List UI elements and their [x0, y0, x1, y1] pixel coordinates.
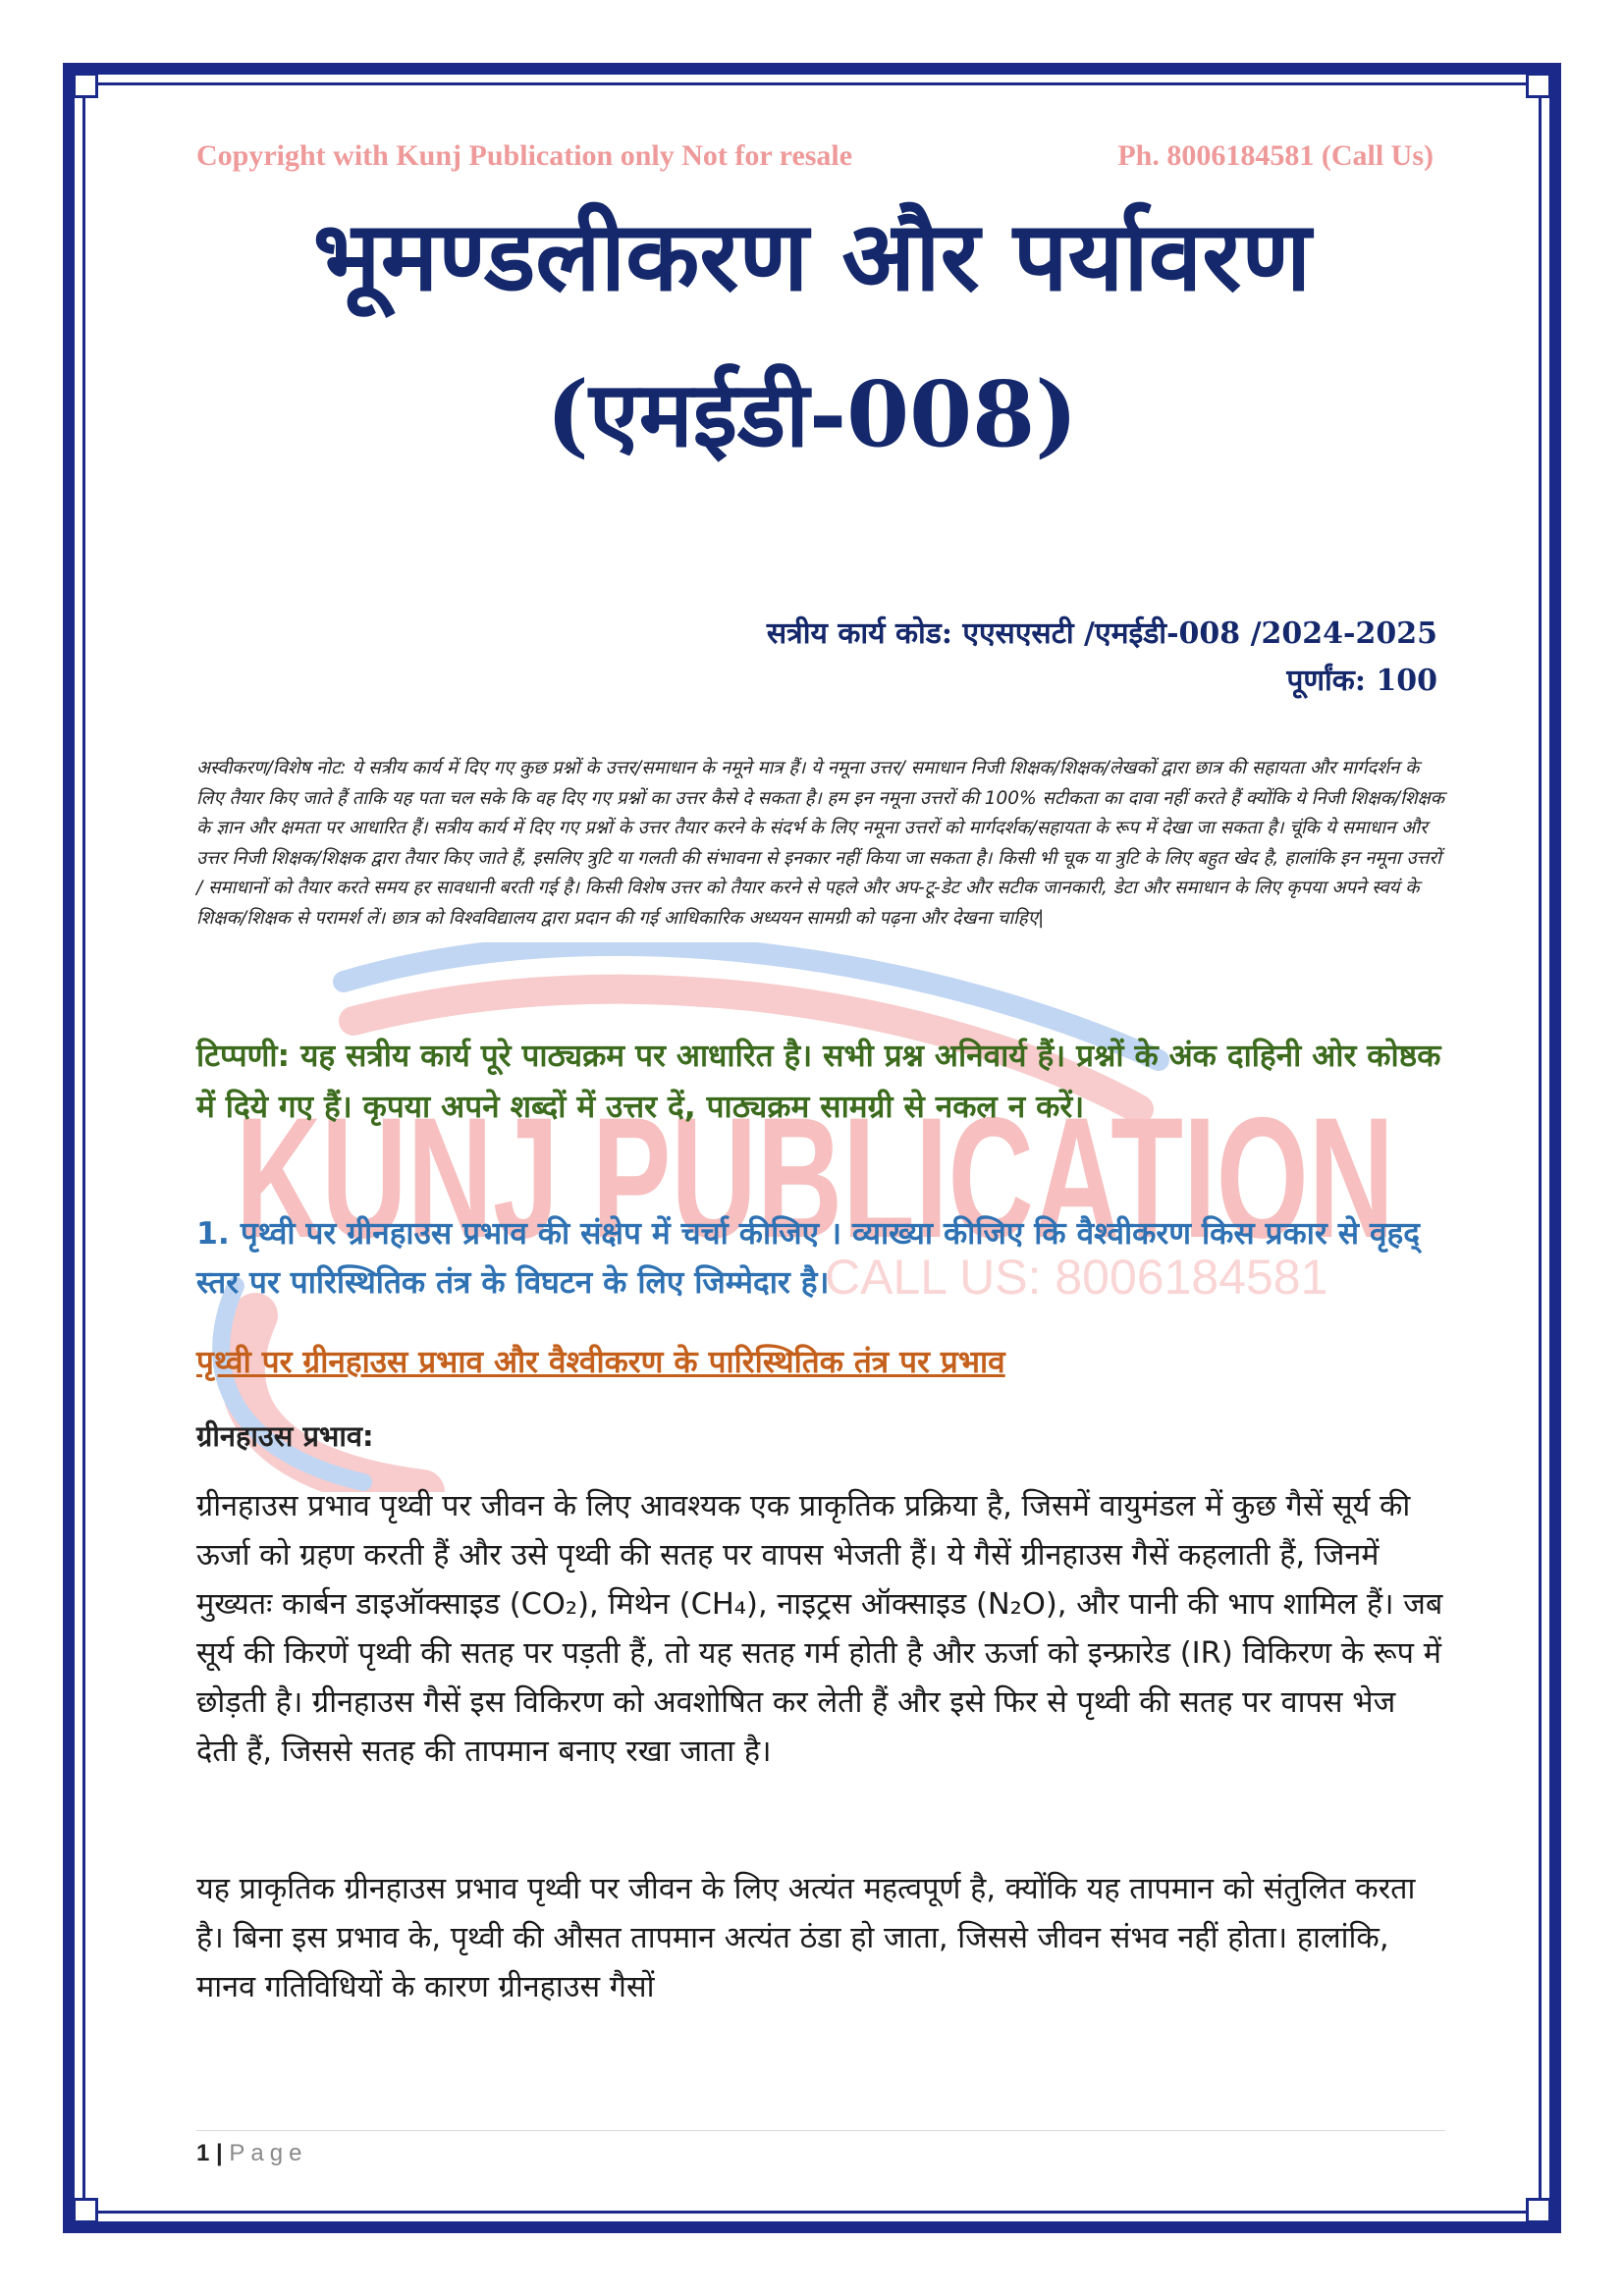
- disclaimer-text: अस्वीकरण/विशेष नोट: ये सत्रीय कार्य में दिए गए कुछ प्रश्नों के उत्तर/समाधान के नमूने मात्र हैं। ये नमूना उत्तर/ समाधान निजी शिक्षक/शिक्षक/लेखकों द्वारा छात्र की सहायता और मार्गदर्शन के लिए तैयार किए जाते हैं ताकि यह पता चल सके कि वह दिए गए प्रश्नों का उत्तर कैसे दे सकता है। हम इन नमूना उत्तरों की 100% सटीकता का दावा नहीं करते हैं क्योंकि ये निजी शिक्षक/शिक्षक के ज्ञान और क्षमता पर आधारित हैं। सत्रीय कार्य में दिए गए प्रश्नों के उत्तर तैयार करने के संदर्भ के लिए नमूना उत्तरों को मार्गदर्शक/सहायता के रूप में देखा जा सकता है। चूंकि ये समाधान और उत्तर निजी शिक्षक/शिक्षक द्वारा तैयार किए जाते हैं, इसलिए त्रुटि या गलती की संभावना से इनकार नहीं किया जा सकता है। किसी भी चूक या त्रुटि के लिए बहुत खेद है, हालांकि इन नमूना उत्तरों / समाधानों को तैयार करते समय हर सावधानी बरती गई है। किसी विशेष उत्तर को तैयार करने से पहले और अप-टू-डेट और सटीक जानकारी, डेटा और समाधान के लिए कृपया अपने स्वयं के शिक्षक/शिक्षक से परामर्श लें। छात्र को विश्वविद्यालय द्वारा प्रदान की गई आधिकारिक अध्ययन सामग्री को पढ़ना और देखना चाहिए|: [196, 758, 1444, 929]
- footer-separator: |: [216, 2140, 223, 2166]
- answer-heading: पृथ्वी पर ग्रीनहाउस प्रभाव और वैश्वीकरण के पारिस्थितिक तंत्र पर प्रभाव: [196, 1345, 1005, 1380]
- footer-divider: [196, 2130, 1445, 2131]
- border-corner: [73, 2198, 98, 2223]
- answer-paragraph: ग्रीनहाउस प्रभाव पृथ्वी पर जीवन के लिए आवश्यक एक प्राकृतिक प्रक्रिया है, जिसमें वायुमंडल में कुछ गैसें सूर्य की ऊर्जा को ग्रहण करती हैं और उसे पृथ्वी की सतह पर वापस भेजती हैं। ये गैसें ग्रीनहाउस गैसें कहलाती हैं, जिनमें मुख्यतः कार्बन डाइऑक्साइड (CO₂), मिथेन (CH₄), नाइट्रस ऑक्साइड (N₂O), और पानी की भाप शामिल हैं। जब सूर्य की किरणें पृथ्वी की सतह पर पड़ती हैं, तो यह सतह गर्म होती है और ऊर्जा को इन्फ्रारेड (IR) विकिरण के रूप में छोड़ती है। ग्रीनहाउस गैसें इस विकिरण को अवशोषित कर लेती हैं और इसे फिर से पृथ्वी की सतह पर वापस भेज देती हैं, जिससे सतह की तापमान बनाए रखा जाता है।: [196, 1489, 1443, 1769]
- page-label: Page: [229, 2140, 308, 2166]
- assignment-note: टिप्पणी: यह सत्रीय कार्य पूरे पाठ्यक्रम पर आधारित है। सभी प्रश्न अनिवार्य हैं। प्रश्नों के अंक दाहिनी ओर कोष्ठक में दिये गए हैं। कृपया अपने शब्दों में उत्तर दें, पाठ्यक्रम सामग्री से नकल न करें।: [196, 1039, 1441, 1125]
- watermark-phone: CALL US: 8006184581: [825, 1250, 1328, 1305]
- page-footer: [196, 2140, 307, 2167]
- copyright-text: Copyright with Kunj Publication only Not for resale: [196, 139, 853, 172]
- assignment-info: [767, 611, 1437, 705]
- page-number: 1: [196, 2140, 210, 2166]
- contact-phone: Ph. 8006184581 (Call Us): [1117, 139, 1434, 172]
- total-marks: पूर्णांक: 100: [1286, 664, 1437, 698]
- course-code: (एमईडी-008): [546, 361, 1078, 467]
- answer-subheading: ग्रीनहाउस प्रभाव:: [196, 1419, 374, 1453]
- question-1: 1. पृथ्वी पर ग्रीनहाउस प्रभाव की संक्षेप में चर्चा कीजिए । व्याख्या कीजिए कि वैश्वीकरण किस प्रकार से वृहद् स्तर पर पारिस्थितिक तंत्र के विघटन के लिए जिम्मेदार है।: [196, 1216, 1420, 1301]
- border-corner: [1526, 2198, 1551, 2223]
- document-title: भूमण्डलीकरण और पर्यावरण: [312, 201, 1312, 313]
- copyright-header: [196, 139, 1434, 173]
- answer-paragraph: यह प्राकृतिक ग्रीनहाउस प्रभाव पृथ्वी पर जीवन के लिए अत्यंत महत्वपूर्ण है, क्योंकि यह तापमान को संतुलित करता है। बिना इस प्रभाव के, पृथ्वी की औसत तापमान अत्यंत ठंडा हो जाता, जिससे जीवन संभव नहीं होता। हालांकि, मानव गतिविधियों के कारण ग्रीनहाउस गैसों: [196, 1872, 1416, 2004]
- border-corner: [73, 73, 98, 98]
- assignment-code: सत्रीय कार्य कोड: एएसएसटी /एमईडी-008 /2024-2025: [766, 616, 1437, 651]
- border-corner: [1526, 73, 1551, 98]
- watermark-brand: KUNJ PUBLICATION: [236, 1083, 1394, 1274]
